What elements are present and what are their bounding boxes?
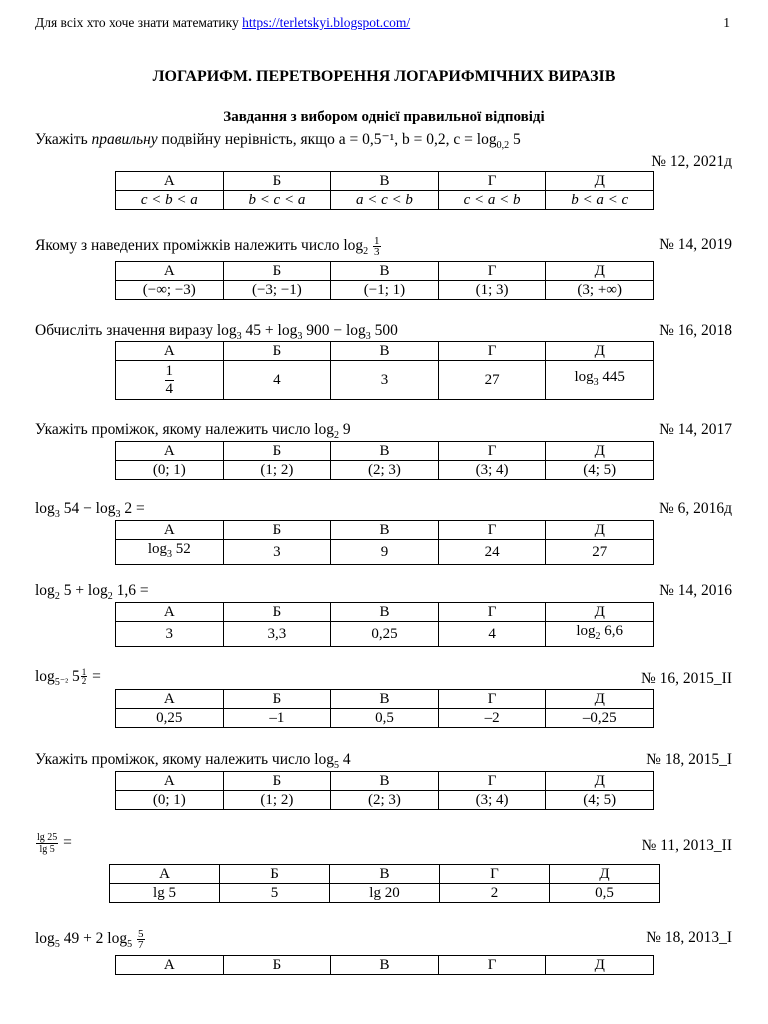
letter-a: А [116, 262, 224, 281]
task-2-question: Якому з наведених проміжків належить число $\log_2$ $\frac{1}{3}$ [35, 235, 380, 258]
answer-cell[interactable]: lg 5 [110, 884, 220, 903]
letter-d: Д [546, 956, 654, 975]
letter-a: А [110, 865, 220, 884]
answer-cell[interactable]: b < c < a [223, 191, 331, 210]
letter-v: В [331, 603, 439, 622]
letter-v: В [331, 690, 439, 709]
letter-a: А [116, 690, 224, 709]
answer-cell[interactable]: c < b < a [116, 191, 224, 210]
answer-cell[interactable]: (3; 4) [438, 791, 546, 810]
answer-cell[interactable]: 27 [438, 361, 546, 400]
answer-cell[interactable]: $\log_3 445$ [546, 361, 654, 400]
task-10-number: № 18, 2013_І [646, 929, 732, 946]
letter-g: Г [438, 603, 546, 622]
answer-cell[interactable]: 3 [116, 622, 224, 647]
answer-cell[interactable]: 3 [223, 540, 331, 565]
answer-cell[interactable]: b < a < c [546, 191, 654, 210]
task-3-answers-table [115, 341, 654, 400]
letter-g: Г [438, 262, 546, 281]
answer-cell[interactable]: 0,25 [331, 622, 439, 647]
letter-g: Г [440, 865, 550, 884]
letter-d: Д [550, 865, 660, 884]
letter-a: А [116, 603, 224, 622]
answer-cell[interactable]: 3 [331, 361, 439, 400]
task-8-question: Укажіть проміжок, якому належить число $\log_5 4$ [35, 751, 351, 772]
task-2-number: № 14, 2019 [659, 236, 732, 253]
letter-a: А [116, 521, 224, 540]
letter-b: Б [223, 172, 331, 191]
task-1-question: Укажіть правильну подвійну нерівність, якщо a = 0,5⁻¹, b = 0,2, $c = \log_{0,2} 5$ [35, 131, 521, 152]
answer-cell[interactable]: $\log_3 52$ [116, 540, 224, 565]
task-9-number: № 11, 2013_ІІ [641, 837, 732, 854]
task-7-answers-table [115, 689, 654, 728]
answer-cell[interactable]: 0,5 [550, 884, 660, 903]
task-1-number: № 12, 2021д [651, 153, 732, 170]
task-6-number: № 14, 2016 [659, 582, 732, 599]
letter-v: В [331, 956, 439, 975]
letter-a: А [116, 172, 224, 191]
page-title: ЛОГАРИФМ. ПЕРЕТВОРЕННЯ ЛОГАРИФМІЧНИХ ВИРАЗІВ [152, 68, 616, 85]
answer-cell[interactable]: 27 [546, 540, 654, 565]
answer-cell[interactable]: (4; 5) [546, 461, 654, 480]
letter-d: Д [546, 521, 654, 540]
letter-a: А [116, 442, 224, 461]
blog-link[interactable]: https://terletskyi.blogspot.com/ [242, 15, 411, 30]
page-header [35, 15, 410, 31]
letter-b: Б [223, 342, 331, 361]
answer-cell[interactable]: lg 20 [330, 884, 440, 903]
task-6-question: $\log_2 5 + \log_2 1,6$ = [35, 582, 149, 603]
answer-cell[interactable]: –1 [223, 709, 331, 728]
task-3-number: № 16, 2018 [659, 322, 732, 339]
task-8-answers-table [115, 771, 654, 810]
task-6-answers-table [115, 602, 654, 647]
answer-cell[interactable]: (2; 3) [331, 461, 439, 480]
letter-d: Д [546, 772, 654, 791]
letter-d: Д [546, 262, 654, 281]
letter-b: Б [223, 521, 331, 540]
letter-g: Г [438, 772, 546, 791]
letter-d: Д [546, 690, 654, 709]
answer-cell[interactable]: $\log_2 6,6$ [546, 622, 654, 647]
answer-cell[interactable]: (0; 1) [116, 791, 224, 810]
task-5-answers-table [115, 520, 654, 565]
task-4-answers-table [115, 441, 654, 480]
task-4-number: № 14, 2017 [659, 421, 732, 438]
answer-cell[interactable]: –0,25 [546, 709, 654, 728]
task-9-question: $\frac{\lg 25}{\lg 5}$ = [37, 832, 72, 855]
answer-cell[interactable]: 0,5 [331, 709, 439, 728]
answer-cell[interactable]: (1; 2) [223, 791, 331, 810]
answer-cell[interactable]: (−3; −1) [223, 281, 331, 300]
task-5-question: $\log_3 54 - \log_3 2$ = [35, 500, 145, 521]
task-4-question: Укажіть проміжок, якому належить число $\log_2 9$ [35, 421, 351, 442]
answer-cell[interactable]: (4; 5) [546, 791, 654, 810]
letter-d: Д [546, 603, 654, 622]
letter-v: В [331, 342, 439, 361]
answer-cell[interactable]: 2 [440, 884, 550, 903]
answer-cell[interactable]: 4 [223, 361, 331, 400]
letter-g: Г [438, 521, 546, 540]
task-3-question: Обчисліть значення виразу $\log_3 45 + \log_3 900 - \log_3 500$ [35, 322, 398, 343]
answer-cell[interactable] [116, 361, 224, 400]
answer-cell[interactable]: 4 [438, 622, 546, 647]
page-number: 1 [723, 15, 730, 30]
task-9-answers-table [109, 864, 660, 903]
letter-v: В [331, 172, 439, 191]
answer-cell[interactable]: (1; 3) [438, 281, 546, 300]
task-1-answers-table [115, 171, 654, 210]
answer-cell[interactable]: 24 [438, 540, 546, 565]
letter-g: Г [438, 342, 546, 361]
answer-cell[interactable]: (−1; 1) [331, 281, 439, 300]
header-text: Для всіх хто хоче знати математику [35, 15, 239, 30]
task-2-answers-table [115, 261, 654, 300]
task-10-answers-table [115, 955, 654, 975]
task-7-question: $\log_{5^{-2}} 5$ $\frac{1}{2}$ = [35, 667, 101, 689]
fraction: $\frac{5}{7}$ [138, 928, 144, 951]
letter-g: Г [438, 956, 546, 975]
task-10-question: $\log_5 49 + 2$ $\log_5$ $\frac{5}{7}$ [35, 928, 144, 951]
section-subtitle: Завдання з вибором однієї правильної відповіді [223, 109, 545, 125]
task-5-number: № 6, 2016д [658, 500, 732, 517]
letter-b: Б [223, 262, 331, 281]
task-7-number: № 16, 2015_ІІ [641, 670, 732, 687]
answer-cell[interactable]: c < a < b [438, 191, 546, 210]
letter-d: Д [546, 442, 654, 461]
answer-cell[interactable]: a < c < b [331, 191, 439, 210]
letter-b: Б [223, 442, 331, 461]
answer-cell[interactable]: –2 [438, 709, 546, 728]
answer-cell[interactable]: 3,3 [223, 622, 331, 647]
letter-d: Д [546, 172, 654, 191]
letter-g: Г [438, 172, 546, 191]
letter-v: В [331, 262, 439, 281]
letter-d: Д [546, 342, 654, 361]
answer-cell[interactable]: (2; 3) [331, 791, 439, 810]
letter-b: Б [223, 772, 331, 791]
fraction: $\frac{1}{3}$ [374, 235, 380, 258]
letter-b: Б [223, 956, 331, 975]
letter-v: В [331, 442, 439, 461]
letter-v: В [331, 772, 439, 791]
letter-v: В [331, 521, 439, 540]
letter-a: А [116, 772, 224, 791]
letter-b: Б [220, 865, 330, 884]
answer-cell[interactable]: (0; 1) [116, 461, 224, 480]
fraction: $\frac{1}{4}$ [165, 362, 174, 397]
letter-v: В [330, 865, 440, 884]
letter-b: Б [223, 690, 331, 709]
answer-cell[interactable]: 9 [331, 540, 439, 565]
answer-cell[interactable]: 0,25 [116, 709, 224, 728]
letter-g: Г [438, 442, 546, 461]
letter-a: А [116, 956, 224, 975]
answer-cell[interactable]: (1; 2) [223, 461, 331, 480]
letter-g: Г [438, 690, 546, 709]
letter-a: А [116, 342, 224, 361]
letter-b: Б [223, 603, 331, 622]
answer-cell[interactable]: (−∞; −3) [116, 281, 224, 300]
task-8-number: № 18, 2015_І [646, 751, 732, 768]
exponent-fraction: $\frac{1}{2}$ [81, 667, 87, 686]
answer-cell[interactable]: (3; 4) [438, 461, 546, 480]
answer-cell[interactable]: (3; +∞) [546, 281, 654, 300]
answer-cell[interactable]: 5 [220, 884, 330, 903]
fraction: $\frac{\lg 25}{\lg 5}$ [37, 832, 58, 855]
